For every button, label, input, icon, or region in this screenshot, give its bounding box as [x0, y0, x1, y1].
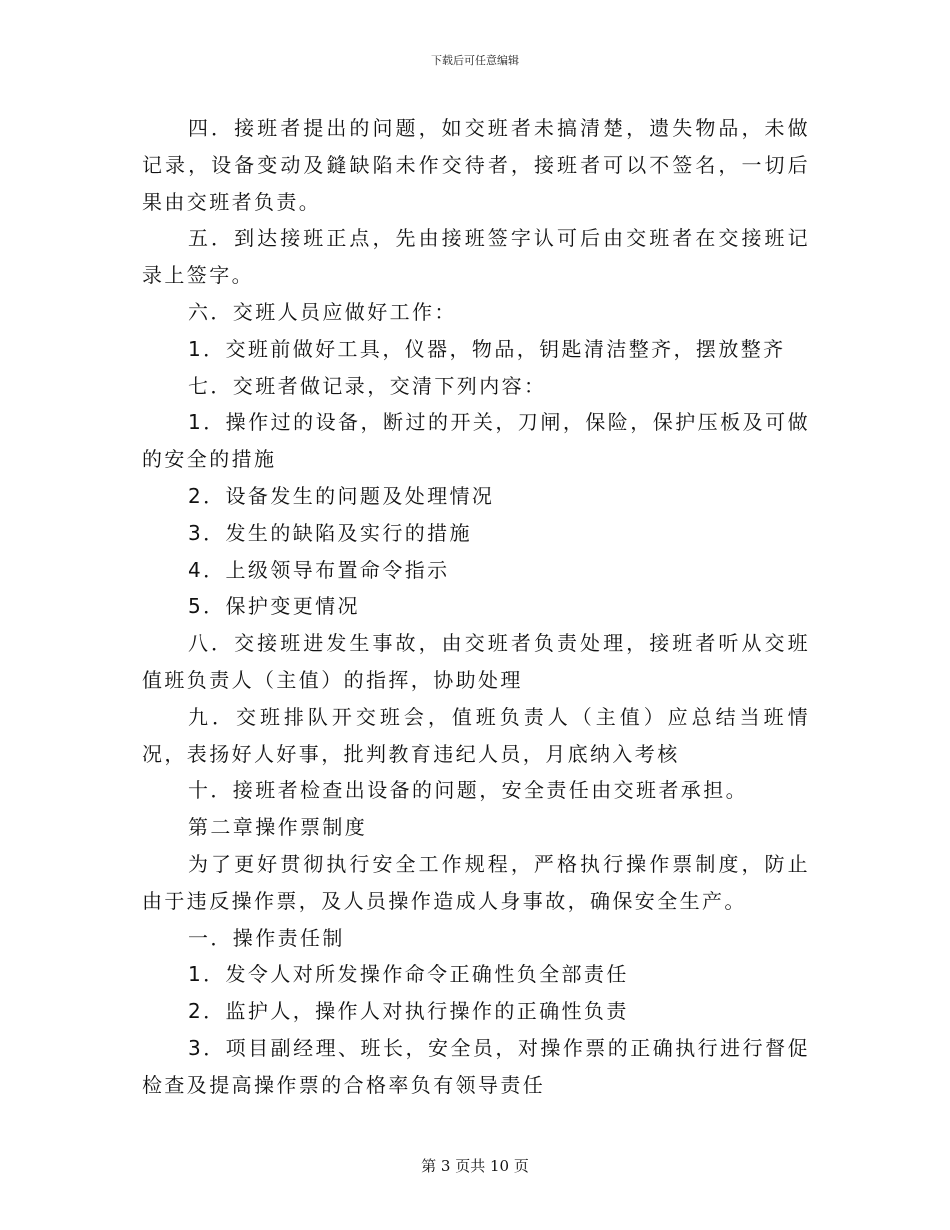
- paragraph: 4．上级领导布置命令指示: [188, 557, 450, 582]
- paragraph: 为了更好贯彻执行安全工作规程，严格执行操作票制度，防止由于违反操作票，及人员操作造成人身事故，确保安全生产。: [142, 851, 810, 913]
- paragraph: 四．接班者提出的问题，如交班者未搞清楚，遗失物品，未做记录，设备变动及鏠缺陷未作交待者，接班者可以不签名，一切后果由交班者负责。: [142, 116, 810, 214]
- page-footer: 第 3 页共 10 页: [421, 1157, 529, 1175]
- paragraph: 一．操作责任制: [188, 925, 345, 950]
- chapter-heading: 第二章操作票制度: [188, 815, 368, 840]
- paragraph: 5．保护变更情况: [188, 594, 360, 619]
- paragraph: 3．发生的缺陷及实行的措施: [188, 520, 472, 545]
- paragraph: 2．设备发生的问题及处理情况: [188, 483, 495, 508]
- paragraph: 五．到达接班正点，先由接班签字认可后由交班者在交接班记录上签字。: [142, 226, 810, 288]
- paragraph: 十．接班者检查出设备的问题，安全责任由交班者承担。: [188, 778, 748, 803]
- paragraph: 3．项目副经理、班长，安全员，对操作票的正确执行进行督促检查及提高操作票的合格率负有领导责任: [142, 1035, 810, 1097]
- paragraph: 六．交班人员应做好工作：: [188, 299, 457, 324]
- paragraph: 八．交接班进发生事故，由交班者负责处理，接班者听从交班值班负责人（主值）的指挥，协助处理: [142, 631, 810, 692]
- page-header: 下载后可任意编辑: [431, 54, 519, 67]
- document-body: [142, 110, 810, 1104]
- paragraph: 1．发令人对所发操作命令正确性负全部责任: [188, 962, 629, 987]
- paragraph: 1．操作过的设备，断过的开关，刀闸，保险，保护压板及可做的安全的措施: [142, 410, 810, 472]
- paragraph: 九．交班排队开交班会，值班负责人（主值）应总结当班情况，表扬好人好事，批判教育违纪人员，月底纳入考核: [142, 704, 810, 766]
- paragraph: 1．交班前做好工具，仪器，物品，钥匙清洁整齐，摆放整齐: [188, 336, 786, 361]
- paragraph: 七．交班者做记录，交清下列内容：: [188, 373, 547, 398]
- paragraph: 2．监护人，操作人对执行操作的正确性负责: [188, 999, 629, 1024]
